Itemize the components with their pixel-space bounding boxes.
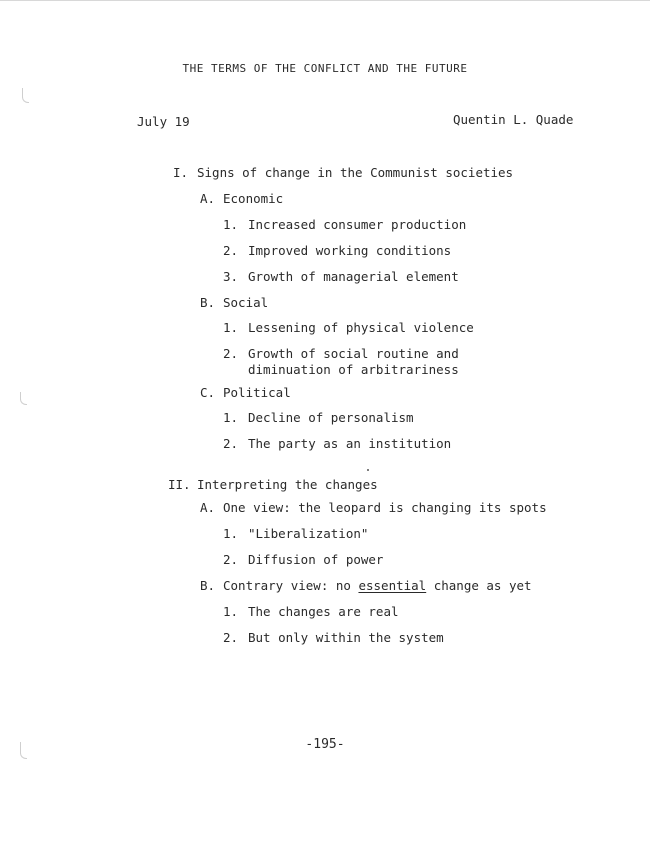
outline-item-text: Increased consumer production bbox=[248, 217, 467, 232]
outline-number: 1. bbox=[223, 604, 239, 619]
outline-number: 1. bbox=[223, 217, 239, 232]
page-title: THE TERMS OF THE CONFLICT AND THE FUTURE bbox=[182, 62, 468, 75]
outline-item-text: Social bbox=[223, 295, 269, 310]
margin-mark bbox=[22, 88, 29, 103]
outline-number: 2. bbox=[223, 346, 239, 361]
outline-number: A. bbox=[200, 191, 216, 206]
outline-item-text: Improved working conditions bbox=[248, 243, 452, 258]
outline-number: 2. bbox=[223, 436, 239, 451]
outline-item-text: But only within the system bbox=[248, 630, 444, 645]
top-scan-edge bbox=[0, 0, 650, 1]
underlined-word: essential bbox=[358, 578, 427, 593]
outline-item-text: "Liberalization" bbox=[248, 526, 369, 541]
outline-item-text: Diffusion of power bbox=[248, 552, 384, 567]
outline-item-text: Lessening of physical violence bbox=[248, 320, 474, 335]
outline-number: 2. bbox=[223, 630, 239, 645]
outline-item-text: One view: the leopard is changing its spots bbox=[223, 500, 547, 515]
document-date: July 19 bbox=[137, 114, 190, 129]
outline-number: II. bbox=[168, 477, 191, 492]
outline-number: B. bbox=[200, 295, 216, 310]
outline-item-text: The party as an institution bbox=[248, 436, 452, 451]
outline-number: 3. bbox=[223, 269, 239, 284]
outline-number: B. bbox=[200, 578, 216, 593]
outline-item-text: Growth of social routine and diminuation of arbitrariness bbox=[248, 346, 459, 377]
outline-item-text: The changes are real bbox=[248, 604, 399, 619]
stray-dot bbox=[367, 469, 369, 471]
author-name: Quentin L. Quade bbox=[453, 112, 574, 127]
outline-number: A. bbox=[200, 500, 216, 515]
margin-mark bbox=[20, 392, 27, 405]
outline-item-text: Political bbox=[223, 385, 291, 400]
outline-number: I. bbox=[173, 165, 189, 180]
outline-text-part: change as yet bbox=[426, 578, 532, 593]
outline-text-part: Contrary view: no bbox=[223, 578, 359, 593]
outline-number: 1. bbox=[223, 410, 239, 425]
outline-item-text: Interpreting the changes bbox=[197, 477, 378, 492]
outline-number: 2. bbox=[223, 243, 239, 258]
outline-number: C. bbox=[200, 385, 216, 400]
outline-item-text bbox=[223, 578, 532, 594]
outline-number: 1. bbox=[223, 526, 239, 541]
outline-number: 1. bbox=[223, 320, 239, 335]
outline-item-text: Growth of managerial element bbox=[248, 269, 459, 284]
outline-item-text: Signs of change in the Communist societies bbox=[197, 165, 514, 180]
outline-number: 2. bbox=[223, 552, 239, 567]
outline-item-text: Economic bbox=[223, 191, 284, 206]
page-number: -195- bbox=[305, 737, 345, 752]
outline-item-text: Decline of personalism bbox=[248, 410, 414, 425]
